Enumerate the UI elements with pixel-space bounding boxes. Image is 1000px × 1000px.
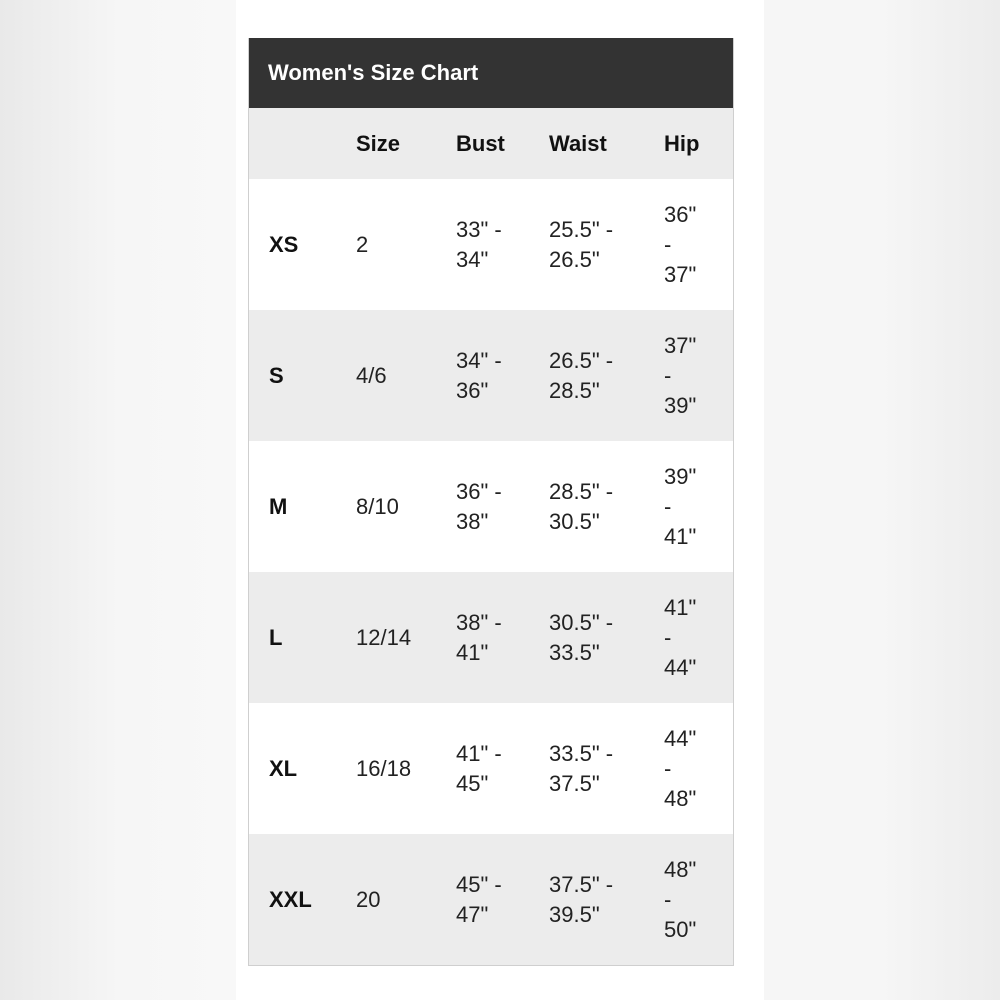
waist-range: 26.5" - 28.5" — [549, 347, 614, 403]
hip-range: 48" - 50" — [664, 856, 697, 942]
size-label: XL — [269, 755, 298, 781]
table-row — [249, 703, 733, 834]
bust-range: 34" - 36" — [456, 347, 502, 403]
numeric-size: 2 — [356, 231, 369, 257]
size-label: XS — [269, 231, 299, 257]
chart-title: Women's Size Chart — [249, 38, 733, 108]
waist-range: 28.5" - 30.5" — [549, 478, 614, 534]
waist-range: 30.5" - 33.5" — [549, 609, 614, 665]
hip-range: 44" - 48" — [664, 725, 697, 811]
waist-range: 33.5" - 37.5" — [549, 740, 614, 796]
size-label: XXL — [269, 886, 312, 912]
waist-range: 37.5" - 39.5" — [549, 871, 614, 927]
header-row — [249, 108, 733, 179]
header-bust: Bust — [456, 130, 505, 156]
header-size: Size — [356, 130, 401, 156]
bust-range: 33" - 34" — [456, 216, 502, 272]
size-label: M — [269, 493, 288, 519]
hip-range: 41" - 44" — [664, 594, 697, 680]
hip-range: 37" - 39" — [664, 332, 697, 418]
bust-range: 36" - 38" — [456, 478, 502, 534]
numeric-size: 8/10 — [356, 493, 399, 519]
numeric-size: 16/18 — [356, 755, 412, 781]
bust-range: 45" - 47" — [456, 871, 502, 927]
header-hip: Hip — [664, 130, 700, 156]
numeric-size: 20 — [356, 886, 381, 912]
size-label: L — [269, 624, 283, 650]
hip-range: 36" - 37" — [664, 201, 697, 287]
numeric-size: 12/14 — [356, 624, 412, 650]
waist-range: 25.5" - 26.5" — [549, 216, 614, 272]
table-row — [249, 310, 733, 441]
table-row — [249, 179, 733, 310]
table-row — [249, 572, 733, 703]
table-row — [249, 441, 733, 572]
size-table — [249, 108, 733, 965]
header-label — [249, 108, 356, 179]
bust-range: 38" - 41" — [456, 609, 502, 665]
header-waist: Waist — [549, 130, 607, 156]
bust-range: 41" - 45" — [456, 740, 502, 796]
hip-range: 39" - 41" — [664, 463, 697, 549]
table-row — [249, 834, 733, 965]
numeric-size: 4/6 — [356, 362, 387, 388]
size-chart — [248, 38, 734, 966]
size-label: S — [269, 362, 284, 388]
